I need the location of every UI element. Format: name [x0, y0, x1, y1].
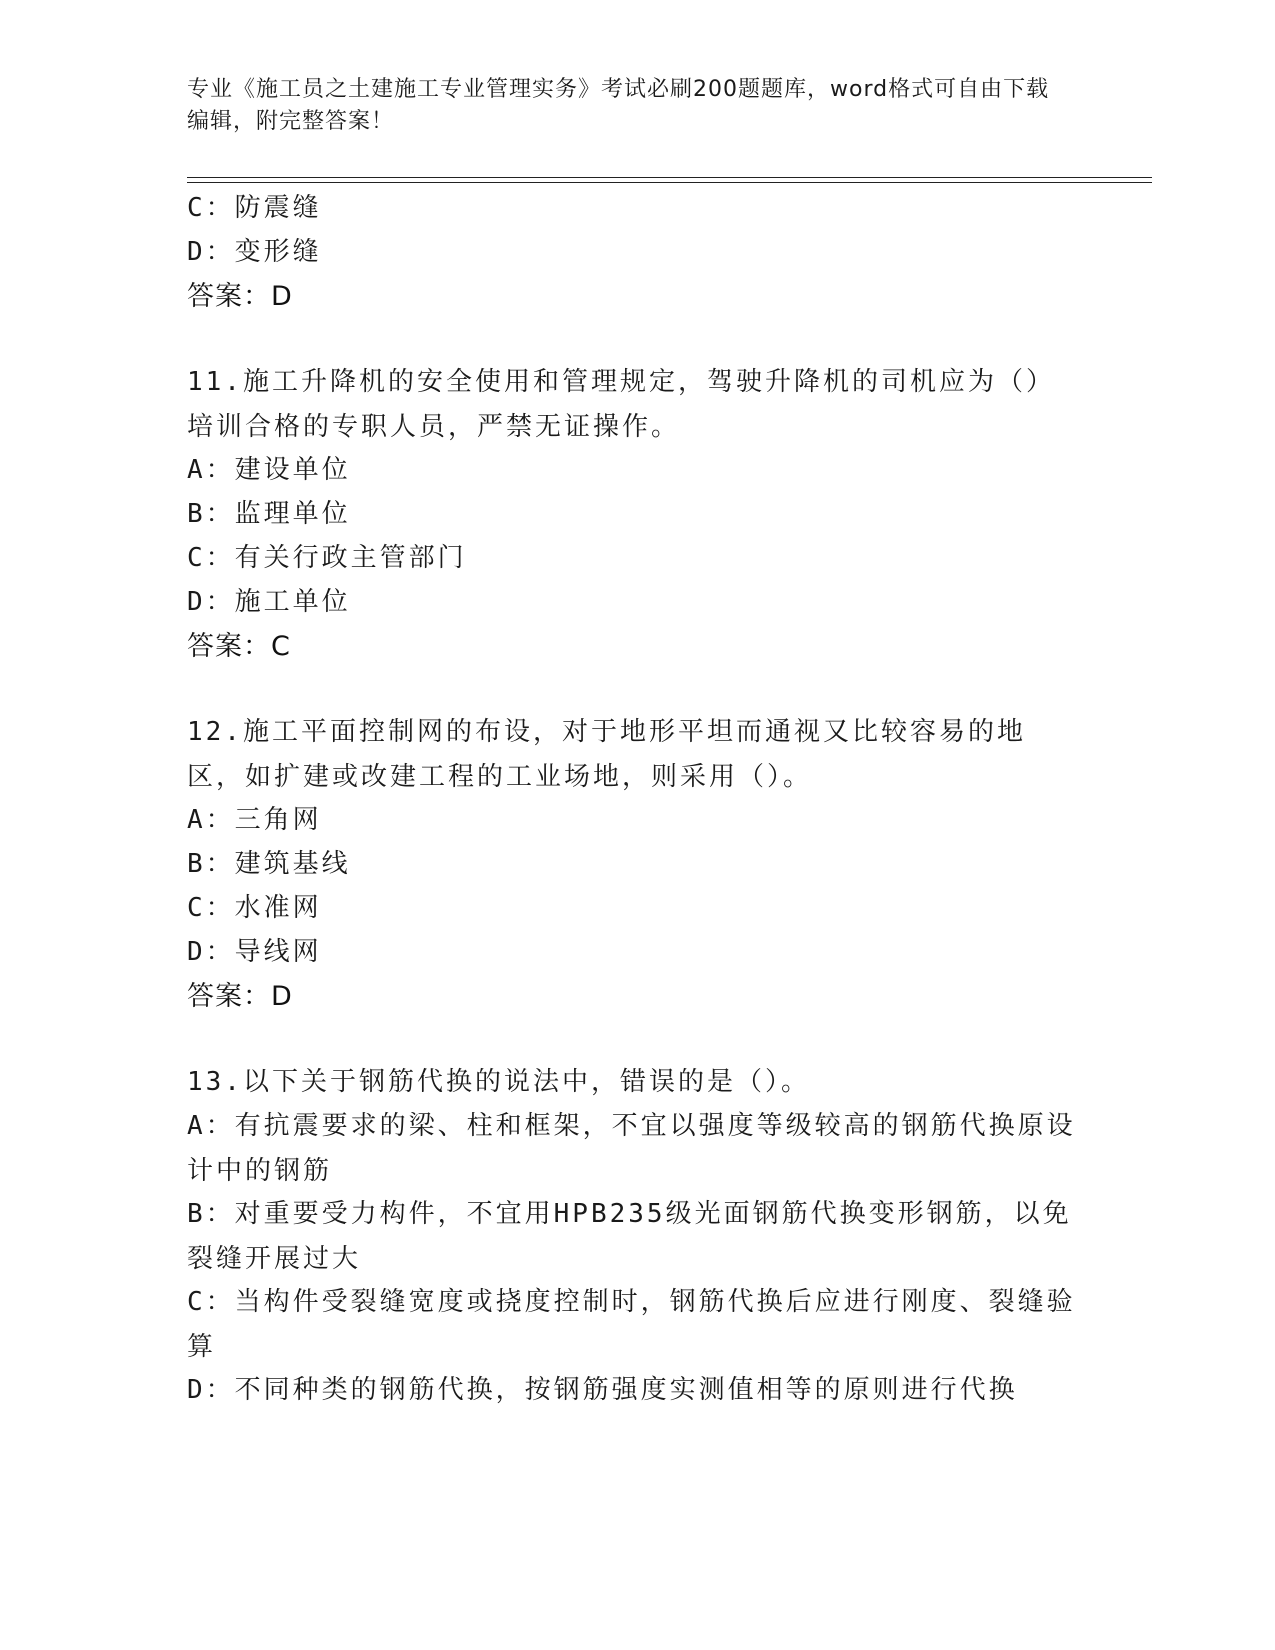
option-d: D：不同种类的钢筋代换，按钢筋强度实测值相等的原则进行代换: [187, 1375, 1018, 1405]
option-c: C：有关行政主管部门: [187, 543, 467, 573]
option-a: A：三角网: [187, 805, 322, 835]
option-c: C：水准网: [187, 893, 322, 923]
option-b: B：监理单位: [187, 499, 351, 529]
option-a: A：有抗震要求的梁、柱和框架，不宜以强度等级较高的钢筋代换原设计中的钢筋: [187, 1111, 1076, 1186]
answer: 答案：C: [187, 631, 291, 662]
option-d: D：导线网: [187, 937, 322, 967]
question-stem-13: 13.以下关于钢筋代换的说法中，错误的是（）。: [187, 1067, 810, 1097]
question-stem-11: 11.施工升降机的安全使用和管理规定，驾驶升降机的司机应为（）培训合格的专职人员，严禁无证操作。: [187, 367, 1055, 442]
header-rule-top: [187, 177, 1152, 178]
option-c: C：防震缝: [187, 193, 322, 223]
header-rule-bottom: [187, 182, 1152, 183]
option-b: B：建筑基线: [187, 849, 351, 879]
answer: 答案：D: [187, 981, 293, 1012]
question-stem-12: 12.施工平面控制网的布设，对于地形平坦而通视又比较容易的地区，如扩建或改建工程的工业场地，则采用（）。: [187, 717, 1026, 792]
option-d: D：变形缝: [187, 237, 322, 267]
option-b: B：对重要受力构件，不宜用HPB235级光面钢筋代换变形钢筋，以免裂缝开展过大: [187, 1199, 1072, 1274]
page-header: 专业《施工员之土建施工专业管理实务》考试必刷200题题库，word格式可自由下载编辑，附完整答案！: [187, 77, 1050, 134]
option-d: D：施工单位: [187, 587, 351, 617]
option-c: C：当构件受裂缝宽度或挠度控制时，钢筋代换后应进行刚度、裂缝验算: [187, 1287, 1076, 1362]
answer: 答案：D: [187, 281, 293, 312]
option-a: A：建设单位: [187, 455, 351, 485]
